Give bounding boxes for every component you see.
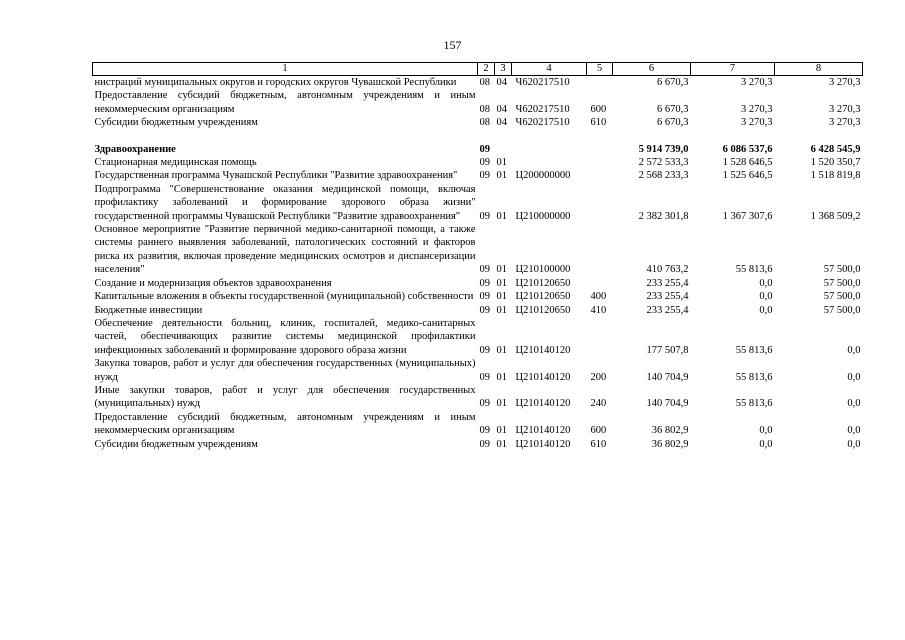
budget-table (92, 62, 863, 451)
row-target-article: Ч620217510 (515, 117, 570, 129)
header-cell-6: 6 (613, 63, 691, 76)
table-row (93, 143, 863, 156)
row-subsection: 01 (496, 157, 507, 169)
row-value-2024: 233 255,4 (646, 277, 689, 289)
row-target-article: Ч620217510 (515, 103, 570, 115)
header-cell-7: 7 (691, 63, 775, 76)
row-section: 08 (479, 103, 490, 115)
row-expense-type (587, 156, 613, 169)
page-number: 157 (443, 38, 462, 52)
row-value-2026: 1 368 509,2 (810, 210, 861, 222)
row-value-2024: 410 763,2 (646, 264, 689, 276)
row-section: 09 (479, 371, 490, 383)
row-section: 09 (479, 277, 490, 289)
row-value-2026: 0,0 (847, 371, 861, 383)
row-subsection: 04 (496, 103, 507, 115)
row-value-2026: 6 428 545,9 (810, 143, 861, 155)
row-section: 08 (479, 117, 490, 129)
row-subsection: 01 (496, 438, 507, 450)
row-target-article (512, 143, 587, 156)
row-target-article: Ц210000000 (515, 210, 571, 222)
row-value-2025: 55 813,6 (735, 344, 773, 356)
row-target-article: Ц210140120 (515, 344, 571, 356)
row-section: 09 (479, 210, 490, 222)
row-name: Предоставление субсидий бюджетным, автономным учреждениям и иным некоммерческим организациям (94, 411, 476, 437)
row-value-2024: 36 802,9 (651, 438, 689, 450)
table-row (93, 89, 863, 116)
row-subsection: 01 (496, 277, 507, 289)
row-target-article: Ц210140120 (515, 425, 571, 437)
row-subsection: 01 (496, 291, 507, 303)
row-section: 09 (479, 170, 490, 182)
row-value-2025: 55 813,6 (735, 264, 773, 276)
row-name: Капитальные вложения в объекты государственной (муниципальной) собственности (94, 291, 474, 303)
row-expense-type: 240 (590, 398, 607, 410)
row-subsection: 01 (496, 170, 507, 182)
row-value-2024: 6 670,3 (657, 103, 689, 115)
header-cell-8: 8 (775, 63, 863, 76)
row-section: 09 (479, 425, 490, 437)
row-value-2026: 1 520 350,7 (810, 157, 861, 169)
header-cell-2: 2 (478, 63, 495, 76)
row-name: Основное мероприятие "Развитие первичной медико-санитарной помощи, а также системы раннего выявления заболеваний, патологических состояний и факторов риска их развития, включая проведение медицинских осмотров и диспансеризации населения" (94, 224, 476, 276)
row-value-2025: 1 525 646,5 (722, 170, 773, 182)
row-expense-type (587, 169, 613, 182)
row-value-2024: 2 572 533,3 (638, 157, 689, 169)
row-value-2024: 36 802,9 (651, 425, 689, 437)
row-name: Бюджетные инвестиции (94, 304, 203, 316)
table-row (93, 169, 863, 182)
row-value-2026: 0,0 (847, 425, 861, 437)
row-value-2026: 0,0 (847, 344, 861, 356)
row-name: Обеспечение деятельности больниц, клиник, госпиталей, медико-санитарных частей, обеспечивающих развитие системы медицинской профилактики инфекционных заболеваний и формирование здорового образа жизни (94, 317, 476, 356)
header-cell-1: 1 (93, 63, 478, 76)
table-row (93, 438, 863, 451)
row-expense-type: 610 (590, 117, 607, 129)
row-expense-type: 410 (590, 304, 607, 316)
row-subsection: 01 (496, 304, 507, 316)
row-value-2025: 1 367 307,6 (722, 210, 773, 222)
row-value-2025: 3 270,3 (741, 77, 773, 88)
row-target-article: Ц210100000 (515, 264, 571, 276)
table-row (93, 290, 863, 303)
row-expense-type: 600 (590, 425, 607, 437)
header-cell-3: 3 (495, 63, 512, 76)
row-section: 09 (479, 398, 490, 410)
header-cell-4: 4 (512, 63, 587, 76)
row-section: 09 (479, 264, 490, 276)
row-name: нистраций муниципальных округов и городских округов Чувашской Республики (94, 77, 457, 88)
spacer-cell (93, 130, 863, 143)
row-subsection: 01 (496, 210, 507, 222)
row-name: Предоставление субсидий бюджетным, автономным учреждениям и иным некоммерческим организациям (94, 90, 476, 115)
row-name: Государственная программа Чувашской Республики "Развитие здравоохранения" (94, 170, 458, 182)
row-value-2025: 6 086 537,6 (722, 143, 773, 155)
row-value-2025: 3 270,3 (741, 117, 773, 129)
row-value-2025: 0,0 (759, 438, 773, 450)
row-target-article: Ц210140120 (515, 398, 571, 410)
row-expense-type (587, 277, 613, 290)
row-value-2026: 0,0 (847, 398, 861, 410)
row-name: Подпрограмма "Совершенствование оказания медицинской помощи, включая профилактику заболеваний и формирование здорового образа жизни" государственной программы Чувашской Республики "Развитие здравоохранения" (94, 183, 476, 222)
row-expense-type (587, 183, 613, 223)
row-value-2026: 0,0 (847, 438, 861, 450)
row-value-2025: 1 528 646,5 (722, 157, 773, 169)
table-row (93, 277, 863, 290)
row-subsection (495, 143, 512, 156)
row-target-article: Ц210120650 (515, 304, 571, 316)
table-row (93, 156, 863, 169)
header-row (93, 63, 863, 76)
row-name: Здравоохранение (94, 143, 176, 155)
row-value-2026: 3 270,3 (829, 77, 861, 88)
row-value-2026: 57 500,0 (823, 304, 861, 316)
row-value-2024: 2 568 233,3 (638, 170, 689, 182)
row-name: Создание и модернизация объектов здравоохранения (94, 277, 332, 289)
row-subsection: 01 (496, 398, 507, 410)
row-name: Стационарная медицинская помощь (94, 157, 257, 169)
row-name: Субсидии бюджетным учреждениям (94, 438, 258, 450)
row-subsection: 01 (496, 425, 507, 437)
row-expense-type: 600 (590, 103, 607, 115)
row-expense-type (587, 223, 613, 277)
row-target-article: Ц210120650 (515, 277, 571, 289)
row-subsection: 04 (496, 77, 507, 88)
table-row (93, 76, 863, 90)
row-value-2024: 140 704,9 (646, 371, 689, 383)
row-value-2024: 233 255,4 (646, 304, 689, 316)
row-section: 09 (479, 304, 490, 316)
row-value-2026: 3 270,3 (829, 103, 861, 115)
row-target-article: Ц210140120 (515, 438, 571, 450)
row-value-2026: 57 500,0 (823, 291, 861, 303)
row-section: 09 (479, 157, 490, 169)
row-value-2024: 177 507,8 (646, 344, 689, 356)
row-value-2026: 57 500,0 (823, 264, 861, 276)
spacer-row (93, 130, 863, 143)
table-header (93, 63, 863, 76)
row-section: 09 (479, 438, 490, 450)
row-expense-type (587, 76, 613, 90)
row-value-2025: 0,0 (759, 425, 773, 437)
row-name: Иные закупки товаров, работ и услуг для обеспечения государственных (муниципальных) нужд (94, 384, 476, 410)
row-section: 09 (479, 291, 490, 303)
row-value-2025: 3 270,3 (741, 103, 773, 115)
row-value-2026: 1 518 819,8 (810, 170, 861, 182)
row-expense-type: 610 (590, 438, 607, 450)
row-value-2025: 55 813,6 (735, 371, 773, 383)
row-subsection: 01 (496, 264, 507, 276)
row-value-2026: 57 500,0 (823, 277, 861, 289)
row-subsection: 01 (496, 371, 507, 383)
row-target-article (512, 156, 587, 169)
row-target-article: Ц210120650 (515, 291, 571, 303)
row-value-2025: 0,0 (759, 304, 773, 316)
row-expense-type (587, 143, 613, 156)
row-target-article: Ц200000000 (515, 170, 571, 182)
table-row (93, 357, 863, 384)
row-value-2025: 55 813,6 (735, 398, 773, 410)
row-section: 09 (479, 143, 490, 155)
table-row (93, 183, 863, 223)
row-name: Закупка товаров, работ и услуг для обеспечения государственных (муниципальных) нужд (94, 358, 476, 383)
row-name: Субсидии бюджетным учреждениям (94, 117, 258, 129)
row-value-2026: 3 270,3 (829, 117, 861, 129)
table-row (93, 384, 863, 411)
row-value-2025: 0,0 (759, 277, 773, 289)
table-body (93, 76, 863, 451)
table-row (93, 317, 863, 357)
row-value-2024: 6 670,3 (657, 77, 689, 88)
row-expense-type: 400 (590, 291, 607, 303)
row-subsection: 04 (496, 117, 507, 129)
row-expense-type (587, 317, 613, 357)
table-row (93, 116, 863, 129)
row-value-2024: 2 382 301,8 (638, 210, 689, 222)
table-row (93, 223, 863, 277)
row-section: 08 (479, 77, 490, 88)
row-value-2024: 5 914 739,0 (638, 143, 689, 155)
row-section: 09 (479, 344, 490, 356)
row-value-2024: 233 255,4 (646, 291, 689, 303)
row-target-article: Ч620217510 (515, 77, 570, 88)
header-cell-5: 5 (587, 63, 613, 76)
row-expense-type: 200 (590, 371, 607, 383)
table-row (93, 304, 863, 317)
row-subsection: 01 (496, 344, 507, 356)
table-row (93, 411, 863, 438)
row-target-article: Ц210140120 (515, 371, 571, 383)
row-value-2024: 140 704,9 (646, 398, 689, 410)
row-value-2024: 6 670,3 (657, 117, 689, 129)
row-value-2025: 0,0 (759, 291, 773, 303)
